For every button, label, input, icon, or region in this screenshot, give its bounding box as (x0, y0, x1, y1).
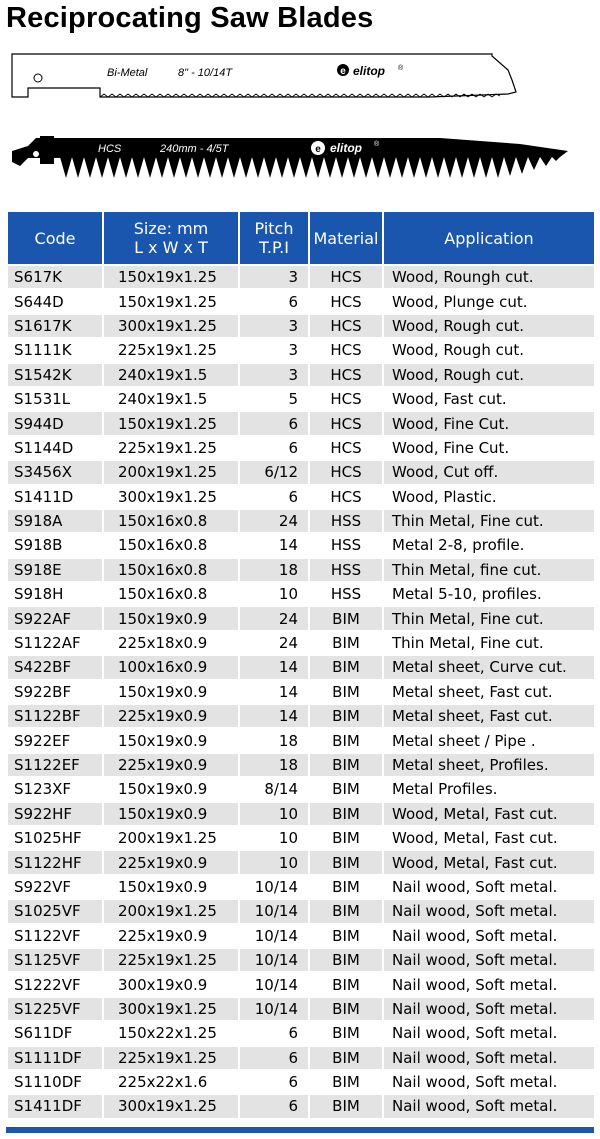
table-row (8, 1095, 594, 1117)
cell-application: Wood, Fine Cut. (384, 437, 594, 459)
bottom-divider (6, 1127, 594, 1133)
table-row (8, 729, 594, 751)
cell-code: S922VF (8, 876, 102, 898)
cell-material: HCS (310, 412, 382, 434)
cell-material: HSS (310, 534, 382, 556)
cell-size: 240x19x1.5 (104, 388, 238, 410)
cell-application: Wood, Fine Cut. (384, 412, 594, 434)
cell-application: Metal Profiles. (384, 778, 594, 800)
table-row (8, 803, 594, 825)
cell-code: S1025HF (8, 827, 102, 849)
cell-code: S922AF (8, 607, 102, 629)
cell-size: 150x16x0.8 (104, 583, 238, 605)
cell-pitch: 6 (240, 437, 308, 459)
blade-spec-table (6, 210, 596, 1120)
cell-application: Nail wood, Soft metal. (384, 925, 594, 947)
table-row (8, 388, 594, 410)
cell-material: BIM (310, 778, 382, 800)
table-row (8, 486, 594, 508)
cell-size: 225x19x1.25 (104, 437, 238, 459)
blade2-brand: elitop (330, 141, 362, 155)
cell-application: Thin Metal, Fine cut. (384, 607, 594, 629)
cell-size: 300x19x1.25 (104, 998, 238, 1020)
cell-pitch: 24 (240, 632, 308, 654)
cell-material: HCS (310, 364, 382, 386)
header-code: Code (8, 212, 102, 264)
cell-code: S1111DF (8, 1047, 102, 1069)
header-size-line1: Size: mm (133, 219, 209, 238)
cell-pitch: 6 (240, 412, 308, 434)
cell-pitch: 10/14 (240, 949, 308, 971)
cell-application: Nail wood, Soft metal. (384, 876, 594, 898)
cell-code: S422BF (8, 656, 102, 678)
cell-code: S1531L (8, 388, 102, 410)
cell-code: S3456X (8, 461, 102, 483)
cell-code: S611DF (8, 1022, 102, 1044)
cell-size: 150x16x0.8 (104, 559, 238, 581)
cell-size: 225x19x0.9 (104, 754, 238, 776)
cell-pitch: 6 (240, 290, 308, 312)
cell-code: S1617K (8, 315, 102, 337)
table-row (8, 705, 594, 727)
cell-pitch: 14 (240, 534, 308, 556)
table-row (8, 900, 594, 922)
table-row (8, 583, 594, 605)
cell-application: Thin Metal, fine cut. (384, 559, 594, 581)
cell-material: HCS (310, 315, 382, 337)
cell-material: BIM (310, 876, 382, 898)
header-size (104, 212, 238, 264)
cell-size: 300x19x1.25 (104, 1095, 238, 1117)
cell-size: 150x19x0.9 (104, 607, 238, 629)
cell-application: Wood, Plastic. (384, 486, 594, 508)
cell-material: BIM (310, 607, 382, 629)
cell-pitch: 18 (240, 729, 308, 751)
cell-code: S617K (8, 266, 102, 288)
cell-size: 150x19x0.9 (104, 803, 238, 825)
cell-size: 150x16x0.8 (104, 510, 238, 532)
blade1-trademark: ® (398, 65, 404, 72)
table-row (8, 949, 594, 971)
cell-material: HCS (310, 461, 382, 483)
cell-material: HCS (310, 290, 382, 312)
table-row (8, 534, 594, 556)
table-row (8, 973, 594, 995)
cell-material: BIM (310, 998, 382, 1020)
cell-application: Metal sheet / Pipe . (384, 729, 594, 751)
cell-code: S1122HF (8, 851, 102, 873)
cell-material: HSS (310, 510, 382, 532)
cell-size: 225x22x1.6 (104, 1071, 238, 1093)
cell-size: 225x19x0.9 (104, 705, 238, 727)
table-row (8, 315, 594, 337)
cell-size: 150x19x1.25 (104, 412, 238, 434)
cell-code: S1411DF (8, 1095, 102, 1117)
cell-size: 200x19x1.25 (104, 461, 238, 483)
cell-pitch: 3 (240, 315, 308, 337)
cell-size: 300x19x1.25 (104, 486, 238, 508)
cell-size: 200x19x1.25 (104, 827, 238, 849)
cell-code: S1110DF (8, 1071, 102, 1093)
cell-material: BIM (310, 827, 382, 849)
page-title: Reciprocating Saw Blades (6, 2, 374, 34)
cell-application: Nail wood, Soft metal. (384, 998, 594, 1020)
cell-pitch: 10/14 (240, 998, 308, 1020)
table-row (8, 925, 594, 947)
cell-application: Wood, Roungh cut. (384, 266, 594, 288)
cell-code: S123XF (8, 778, 102, 800)
cell-pitch: 14 (240, 681, 308, 703)
cell-code: S918H (8, 583, 102, 605)
cell-pitch: 14 (240, 656, 308, 678)
cell-material: BIM (310, 925, 382, 947)
svg-text:e: e (340, 66, 346, 77)
cell-application: Nail wood, Soft metal. (384, 1022, 594, 1044)
cell-material: BIM (310, 1047, 382, 1069)
header-size-line2: L x W x T (134, 238, 208, 257)
cell-pitch: 3 (240, 364, 308, 386)
cell-pitch: 3 (240, 266, 308, 288)
cell-size: 225x19x1.25 (104, 949, 238, 971)
table-row (8, 754, 594, 776)
table-row (8, 437, 594, 459)
cell-size: 100x16x0.9 (104, 656, 238, 678)
table-row (8, 266, 594, 288)
table-row (8, 632, 594, 654)
cell-pitch: 10/14 (240, 925, 308, 947)
cell-code: S1225VF (8, 998, 102, 1020)
cell-application: Metal 5-10, profiles. (384, 583, 594, 605)
cell-pitch: 6 (240, 1071, 308, 1093)
cell-application: Thin Metal, Fine cut. (384, 510, 594, 532)
cell-application: Wood, Cut off. (384, 461, 594, 483)
cell-application: Wood, Fast cut. (384, 388, 594, 410)
cell-code: S1125VF (8, 949, 102, 971)
cell-material: BIM (310, 949, 382, 971)
table-row (8, 339, 594, 361)
cell-pitch: 10 (240, 827, 308, 849)
cell-size: 150x19x1.25 (104, 266, 238, 288)
cell-application: Wood, Rough cut. (384, 339, 594, 361)
cell-pitch: 6 (240, 1022, 308, 1044)
cell-size: 150x19x1.25 (104, 290, 238, 312)
cell-code: S922HF (8, 803, 102, 825)
cell-application: Metal sheet, Fast cut. (384, 681, 594, 703)
cell-material: BIM (310, 1022, 382, 1044)
header-material: Material (310, 212, 382, 264)
cell-size: 225x19x1.25 (104, 1047, 238, 1069)
cell-pitch: 6/12 (240, 461, 308, 483)
cell-application: Metal sheet, Curve cut. (384, 656, 594, 678)
cell-pitch: 14 (240, 705, 308, 727)
cell-application: Nail wood, Soft metal. (384, 1047, 594, 1069)
cell-application: Nail wood, Soft metal. (384, 949, 594, 971)
cell-material: BIM (310, 729, 382, 751)
cell-size: 225x19x0.9 (104, 925, 238, 947)
cell-material: HSS (310, 559, 382, 581)
cell-pitch: 6 (240, 1047, 308, 1069)
cell-size: 150x19x0.9 (104, 729, 238, 751)
cell-material: HCS (310, 486, 382, 508)
cell-material: BIM (310, 632, 382, 654)
table-row (8, 681, 594, 703)
cell-size: 150x22x1.25 (104, 1022, 238, 1044)
cell-code: S944D (8, 412, 102, 434)
cell-pitch: 6 (240, 1095, 308, 1117)
cell-pitch: 10/14 (240, 973, 308, 995)
table-row (8, 607, 594, 629)
cell-material: BIM (310, 851, 382, 873)
table-row (8, 778, 594, 800)
table-row (8, 1071, 594, 1093)
cell-size: 150x19x0.9 (104, 876, 238, 898)
cell-material: BIM (310, 656, 382, 678)
cell-application: Thin Metal, Fine cut. (384, 632, 594, 654)
cell-code: S1122VF (8, 925, 102, 947)
cell-code: S1411D (8, 486, 102, 508)
blade1-material: Bi-Metal (107, 67, 148, 79)
header-application: Application (384, 212, 594, 264)
cell-code: S918A (8, 510, 102, 532)
blade2-spec: 240mm - 4/5T (160, 143, 229, 155)
cell-material: BIM (310, 973, 382, 995)
cell-material: HCS (310, 388, 382, 410)
cell-material: BIM (310, 803, 382, 825)
cell-application: Nail wood, Soft metal. (384, 1071, 594, 1093)
cell-application: Nail wood, Soft metal. (384, 1095, 594, 1117)
cell-material: BIM (310, 754, 382, 776)
cell-material: HCS (310, 339, 382, 361)
blade2-material: HCS (98, 143, 122, 155)
cell-size: 240x19x1.5 (104, 364, 238, 386)
cell-application: Wood, Rough cut. (384, 315, 594, 337)
cell-code: S1122AF (8, 632, 102, 654)
table-row (8, 876, 594, 898)
table-row (8, 1047, 594, 1069)
cell-application: Wood, Metal, Fast cut. (384, 827, 594, 849)
cell-pitch: 18 (240, 754, 308, 776)
hcs-blade-illustration (0, 128, 600, 190)
cell-size: 150x19x0.9 (104, 681, 238, 703)
table-row (8, 827, 594, 849)
cell-material: BIM (310, 1071, 382, 1093)
cell-pitch: 24 (240, 510, 308, 532)
cell-size: 200x19x1.25 (104, 900, 238, 922)
table-row (8, 412, 594, 434)
cell-application: Wood, Metal, Fast cut. (384, 851, 594, 873)
cell-size: 150x19x0.9 (104, 778, 238, 800)
svg-text:e: e (315, 144, 321, 155)
cell-code: S644D (8, 290, 102, 312)
table-row (8, 290, 594, 312)
cell-material: BIM (310, 1095, 382, 1117)
cell-code: S918E (8, 559, 102, 581)
cell-pitch: 6 (240, 486, 308, 508)
blade1-spec: 8" - 10/14T (178, 67, 233, 79)
cell-code: S1025VF (8, 900, 102, 922)
bimetal-blade-illustration (0, 50, 600, 110)
cell-size: 225x19x0.9 (104, 851, 238, 873)
table-row (8, 461, 594, 483)
cell-code: S1122BF (8, 705, 102, 727)
cell-pitch: 10 (240, 851, 308, 873)
cell-code: S1144D (8, 437, 102, 459)
cell-size: 300x19x1.25 (104, 315, 238, 337)
table-header-row (8, 212, 594, 264)
cell-code: S1111K (8, 339, 102, 361)
cell-application: Metal sheet, Fast cut. (384, 705, 594, 727)
cell-application: Metal sheet, Profiles. (384, 754, 594, 776)
cell-material: BIM (310, 705, 382, 727)
cell-material: BIM (310, 900, 382, 922)
table-row (8, 1022, 594, 1044)
cell-material: HCS (310, 437, 382, 459)
cell-code: S918B (8, 534, 102, 556)
table-row (8, 656, 594, 678)
cell-size: 225x18x0.9 (104, 632, 238, 654)
cell-material: HSS (310, 583, 382, 605)
cell-pitch: 18 (240, 559, 308, 581)
cell-size: 150x16x0.8 (104, 534, 238, 556)
cell-pitch: 8/14 (240, 778, 308, 800)
cell-pitch: 10 (240, 583, 308, 605)
cell-pitch: 10/14 (240, 876, 308, 898)
cell-application: Nail wood, Soft metal. (384, 900, 594, 922)
cell-application: Metal 2-8, profile. (384, 534, 594, 556)
cell-size: 300x19x0.9 (104, 973, 238, 995)
cell-code: S1222VF (8, 973, 102, 995)
cell-material: BIM (310, 681, 382, 703)
cell-pitch: 10/14 (240, 900, 308, 922)
cell-pitch: 24 (240, 607, 308, 629)
cell-material: HCS (310, 266, 382, 288)
table-row (8, 998, 594, 1020)
cell-pitch: 10 (240, 803, 308, 825)
header-pitch (240, 212, 308, 264)
cell-application: Wood, Rough cut. (384, 364, 594, 386)
table-row (8, 559, 594, 581)
cell-application: Wood, Metal, Fast cut. (384, 803, 594, 825)
cell-size: 225x19x1.25 (104, 339, 238, 361)
header-pitch-line1: Pitch (254, 219, 294, 238)
cell-code: S922BF (8, 681, 102, 703)
cell-application: Nail wood, Soft metal. (384, 973, 594, 995)
blade2-trademark: ® (374, 141, 380, 148)
cell-pitch: 3 (240, 339, 308, 361)
table-row (8, 851, 594, 873)
cell-code: S922EF (8, 729, 102, 751)
cell-code: S1122EF (8, 754, 102, 776)
table-row (8, 364, 594, 386)
cell-pitch: 5 (240, 388, 308, 410)
table-row (8, 510, 594, 532)
cell-code: S1542K (8, 364, 102, 386)
cell-application: Wood, Plunge cut. (384, 290, 594, 312)
blade1-brand: elitop (353, 64, 385, 78)
header-pitch-line2: T.P.I (259, 238, 289, 257)
